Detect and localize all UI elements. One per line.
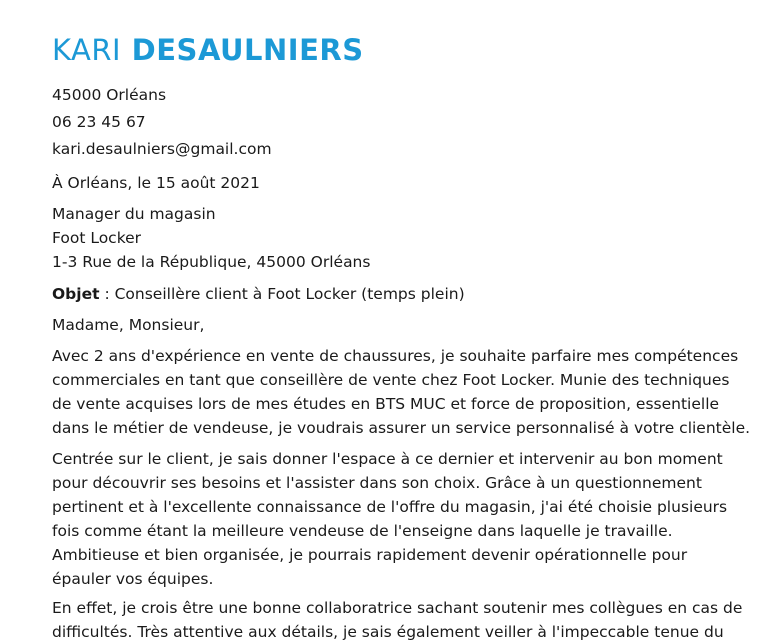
- subject-label: Objet: [52, 285, 100, 303]
- recipient-title: Manager du magasin: [52, 205, 216, 223]
- body-paragraph-2: [52, 447, 742, 591]
- sender-email: kari.desaulniers@gmail.com: [52, 140, 272, 158]
- subject-text: : Conseillère client à Foot Locker (temps plein): [99, 285, 465, 303]
- letter-date: À Orléans, le 15 août 2021: [52, 174, 260, 192]
- body-paragraph-3: [52, 596, 742, 644]
- paragraph-line: épauler vos équipes.: [52, 570, 214, 588]
- recipient-address: 1-3 Rue de la République, 45000 Orléans: [52, 253, 371, 271]
- paragraph-line: pour découvrir ses besoins et l'assister dans son choix. Grâce à un questionnement: [52, 474, 702, 492]
- body-paragraph-1: [52, 344, 751, 440]
- paragraph-line: commerciales en tant que conseillère de vente chez Foot Locker. Munie des techniques: [52, 371, 730, 389]
- recipient-company: Foot Locker: [52, 229, 142, 247]
- paragraph-line: En effet, je crois être une bonne collaboratrice sachant soutenir mes collègues en cas de: [52, 599, 743, 617]
- paragraph-line: difficultés. Très attentive aux détails, je sais également veiller à l'impeccable tenue du: [52, 623, 724, 641]
- paragraph-line: Avec 2 ans d'expérience en vente de chaussures, je souhaite parfaire mes compétences: [52, 347, 739, 365]
- sender-first-name: KARI: [52, 33, 122, 67]
- paragraph-line: Ambitieuse et bien organisée, je pourrais rapidement devenir opérationnelle pour: [52, 546, 688, 564]
- subject-line: [52, 282, 465, 306]
- sender-name: [52, 30, 364, 70]
- paragraph-line: pertinent et à l'excellente connaissance de l'offre du magasin, j'ai été choisie plusieurs: [52, 498, 728, 516]
- paragraph-line: dans le métier de vendeuse, je voudrais assurer un service personnalisé à votre clientèle.: [52, 419, 751, 437]
- paragraph-line: fois comme étant la meilleure vendeuse de l'enseigne dans laquelle je travaille.: [52, 522, 673, 540]
- sender-phone: 06 23 45 67: [52, 113, 146, 131]
- sender-last-name: DESAULNIERS: [131, 33, 364, 67]
- sender-address: 45000 Orléans: [52, 86, 167, 104]
- paragraph-line: de vente acquises lors de mes études en BTS MUC et force de proposition, essentielle: [52, 395, 720, 413]
- paragraph-line: Centrée sur le client, je sais donner l'espace à ce dernier et intervenir au bon moment: [52, 450, 723, 468]
- salutation: Madame, Monsieur,: [52, 316, 205, 334]
